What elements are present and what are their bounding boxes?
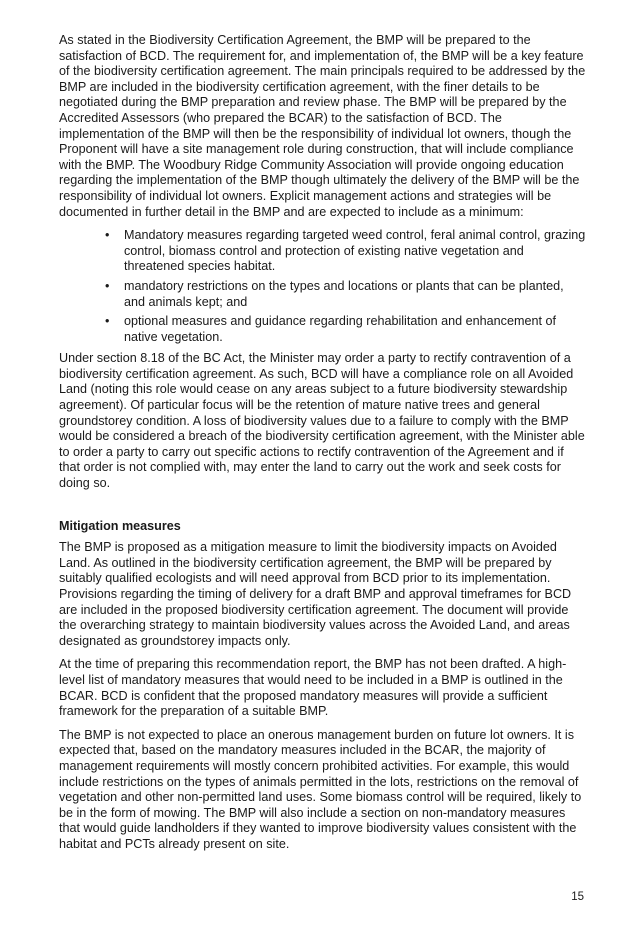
list-item-text: Mandatory measures regarding targeted weed control, feral animal control, grazing control, biomass control and protection of existing native vegetation and threatened species habitat.	[124, 228, 586, 274]
bullet-icon: •	[105, 228, 110, 243]
list-item-text: mandatory restrictions on the types and locations or plants that can be planted, and animals kept; and	[124, 278, 564, 309]
list-item-text: optional measures and guidance regarding rehabilitation and enhancement of native vegetation.	[124, 314, 556, 344]
bullet-icon: •	[105, 314, 110, 329]
page-number: 15	[571, 891, 584, 903]
bmp-measures-list	[59, 228, 587, 345]
mitigation-paragraph: At the time of preparing this recommendation report, the BMP has not been drafted. A high-level list of mandatory measures that would need to be included in a BMP is outlined in the BCAR. BCD is confident that the proposed mandatory measures will provide a sufficient framework for the preparation of a suitable BMP.	[59, 657, 567, 719]
intro-paragraph: As stated in the Biodiversity Certification Agreement, the BMP will be prepared to the satisfaction of BCD. The requirement for, and implementation of, the BMP will be a key feature of the biodiversity certification agreement. The main principals required to be addressed by the BMP are included in the biodiversity certification agreement, with the finer details to be negotiated during the BMP preparation and review phase. The BMP will be prepared by the Accredited Assessors (who prepared the BCAR) to the satisfaction of BCD. The implementation of the BMP will then be the responsibility of individual lot owners, though the Proponent will have a site management role during construction, that will include compliance with the BMP. The Woodbury Ridge Community Association will provide ongoing education regarding the implementation of the BMP though ultimately the delivery of the BMP will be the responsibility of individual lot owners. Explicit management actions and strategies will be documented in further detail in the BMP and are expected to include as a minimum:	[59, 33, 586, 219]
bullet-icon: •	[105, 278, 110, 293]
page-content	[59, 33, 587, 861]
mitigation-measures-heading: Mitigation measures	[59, 518, 181, 533]
list-item	[105, 228, 587, 275]
list-item	[105, 314, 587, 345]
list-item	[105, 278, 587, 310]
mitigation-paragraph: The BMP is not expected to place an onerous management burden on future lot owners. It is expected that, based on the mandatory measures included in the BCAR, the majority of management requirements will mostly concern prohibited activities. For example, this would include restrictions on the types of animals permitted in the lots, restrictions on the removal of vegetation and other non-permitted land uses. Some biomass control will be required, likely to be in the form of mowing. The BMP will also include a section on non-mandatory measures that would guide landholders if they wanted to improve biodiversity values consistent with the habitat and PCTs already present on site.	[59, 727, 582, 851]
section-818-paragraph: Under section 8.18 of the BC Act, the Minister may order a party to rectify contravention of a biodiversity certification agreement. As such, BCD will have a compliance role on all Avoided Land (noting this role would cease on any areas subject to a future biodiversity stewardship agreement). Of particular focus will be the retention of mature native trees and general groundstorey condition. A loss of biodiversity values due to a failure to comply with the BMP would be considered a breach of the biodiversity certification agreement, with the Minister able to order a party to carry out specific actions to rectify contravention of the Agreement and if that order is not complied with, may enter the land to carry out the work and seek costs for doing so.	[59, 351, 585, 491]
mitigation-paragraph: The BMP is proposed as a mitigation measure to limit the biodiversity impacts on Avoided Land. As outlined in the biodiversity certification agreement, the BMP will be prepared by suitably qualified ecologists and will need approval from BCD prior to its implementation. Provisions regarding the timing of delivery for a draft BMP and approval timeframes for BCD are included in the proposed biodiversity certification agreement. The document will provide the overarching strategy to maintain biodiversity values across the Avoided Land, and areas designated as groundstorey impacts only.	[59, 540, 572, 648]
